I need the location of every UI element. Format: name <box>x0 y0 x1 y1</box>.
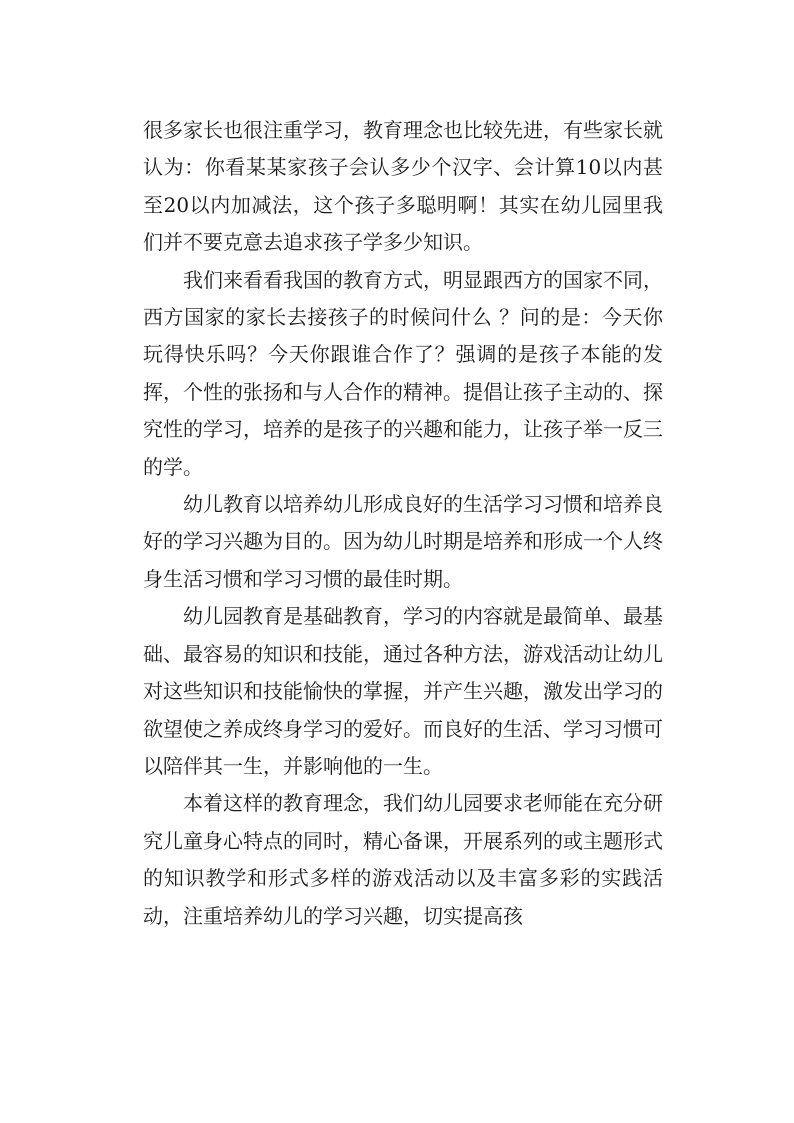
paragraph-4: 幼儿园教育是基础教育，学习的内容就是最简单、最基础、最容易的知识和技能，通过各种方法，游戏活动让幼儿对这些知识和技能愉快的掌握，并产生兴趣，激发出学习的欲望使之养成终身学习的爱好。而良好的生活、学习习惯可以陪伴其一生，并影响他的一生。 <box>143 604 663 778</box>
paragraph-1: 很多家长也很注重学习，教育理念也比较先进，有些家长就认为：你看某某家孩子会认多少个汉字、会计算10以内甚至20以内加减法，这个孩子多聪明啊！其实在幼儿园里我们并不要克意去追求孩子学多少知识。 <box>143 118 663 255</box>
paragraph-5: 本着这样的教育理念，我们幼儿园要求老师能在充分研究儿童身心特点的同时，精心备课，开展系列的或主题形式的知识教学和形式多样的游戏活动以及丰富多彩的实践活动，注重培养幼儿的学习兴趣，切实提高孩 <box>143 791 663 928</box>
paragraph-2: 我们来看看我国的教育方式，明显跟西方的国家不同，西方国家的家长去接孩子的时候问什么 ？问的是：今天你玩得快乐吗？今天你跟谁合作了？强调的是孩子本能的发挥，个性的张扬和与人合作的精神。提倡让孩子主动的、探究性的学习，培养的是孩子的兴趣和能力，让孩子举一反三的学。 <box>143 267 663 479</box>
document-body <box>143 112 663 935</box>
paragraph-3: 幼儿教育以培养幼儿形成良好的生活学习习惯和培养良好的学习兴趣为目的。因为幼儿时期是培养和形成一个人终身生活习惯和学习习惯的最佳时期。 <box>143 492 663 591</box>
